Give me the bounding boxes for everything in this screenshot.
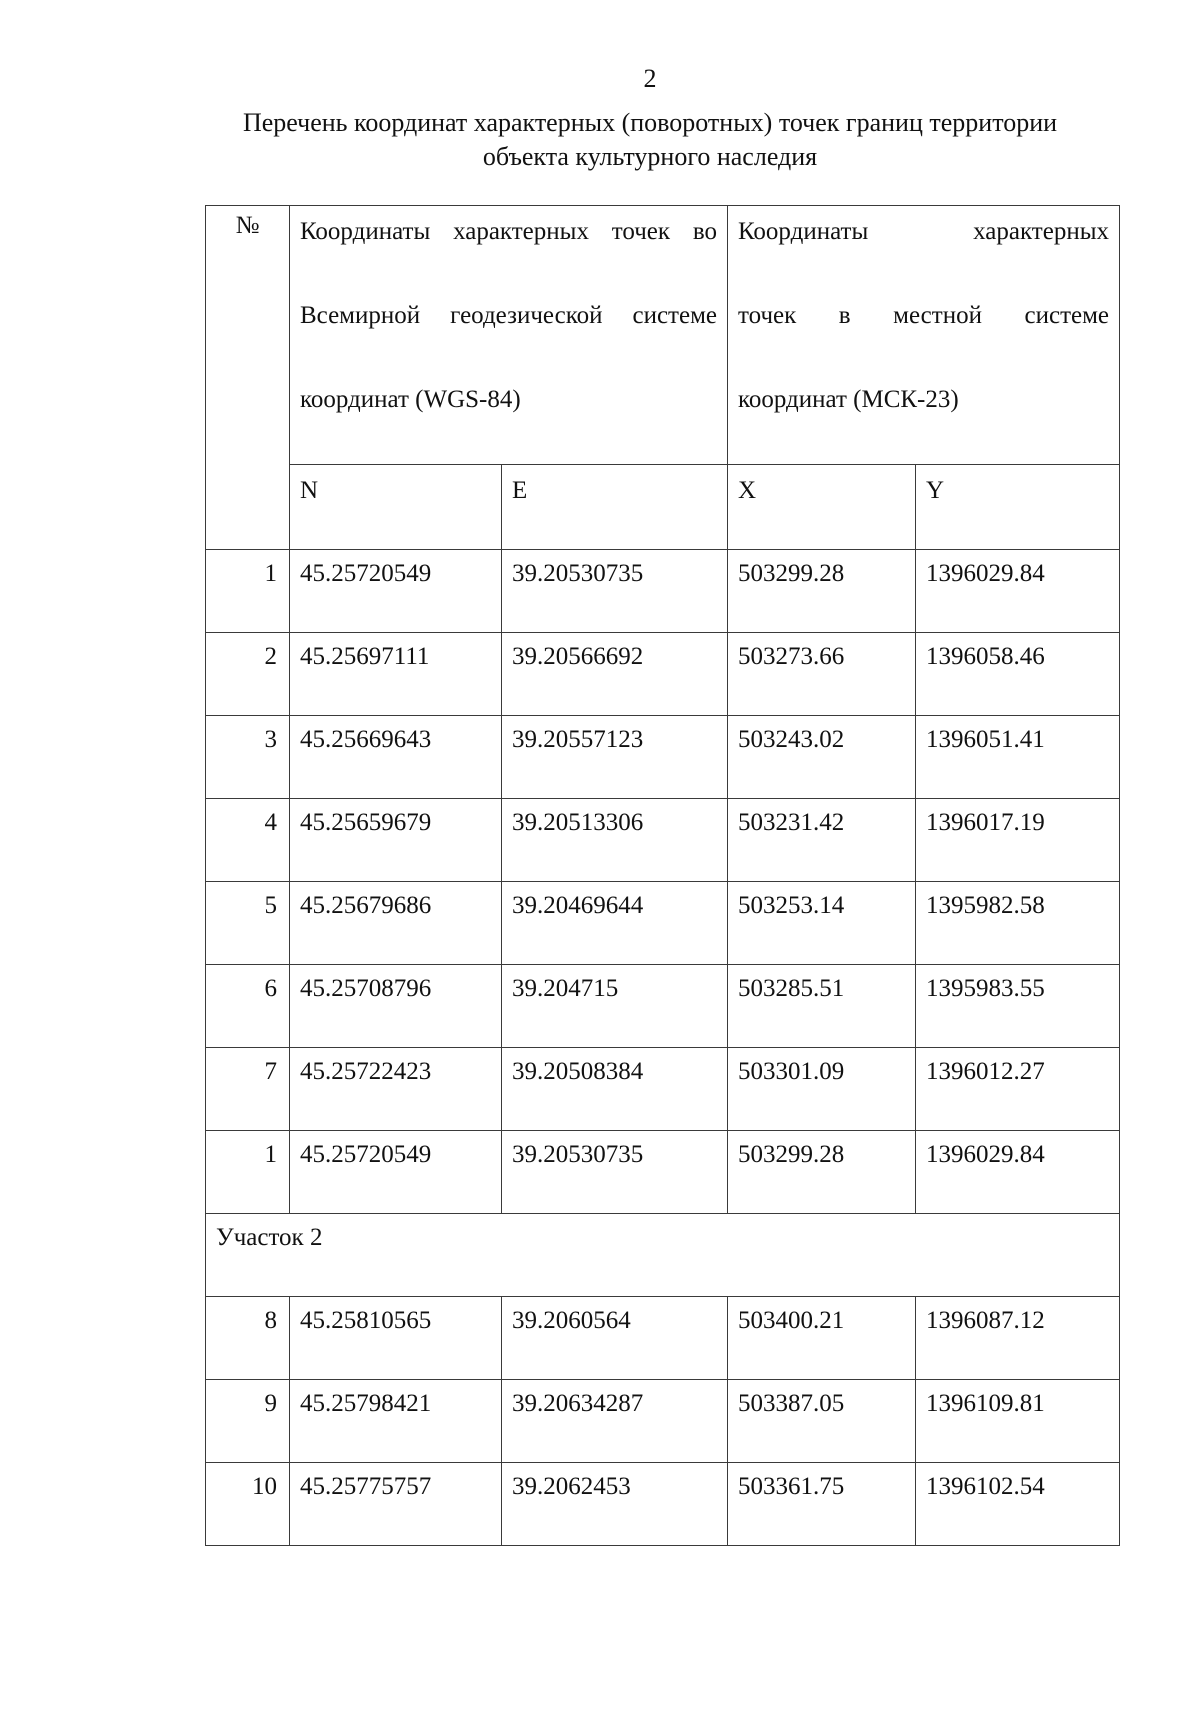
table-row — [206, 1131, 1120, 1214]
cell-y: 1396102.54 — [916, 1463, 1120, 1546]
section-row — [206, 1214, 1120, 1297]
cell-e: 39.20530735 — [502, 550, 728, 633]
cell-n: 45.25669643 — [290, 716, 502, 799]
cell-e: 39.20566692 — [502, 633, 728, 716]
cell-number: 1 — [206, 1131, 290, 1214]
cell-number: 6 — [206, 965, 290, 1048]
cell-n: 45.25775757 — [290, 1463, 502, 1546]
header-subrow — [206, 465, 1120, 550]
cell-y: 1395982.58 — [916, 882, 1120, 965]
header-wgs-group — [290, 206, 728, 465]
header-msk-line-2: точек в местной системе — [738, 302, 1110, 329]
cell-y: 1395983.55 — [916, 965, 1120, 1048]
cell-e: 39.20508384 — [502, 1048, 728, 1131]
cell-number: 8 — [206, 1297, 290, 1380]
cell-number: 7 — [206, 1048, 290, 1131]
section-label: Участок 2 — [206, 1214, 1120, 1297]
document-title — [190, 106, 1110, 174]
table-row — [206, 550, 1120, 633]
cell-e: 39.20634287 — [502, 1380, 728, 1463]
header-col-y: Y — [916, 465, 1120, 550]
cell-number: 1 — [206, 550, 290, 633]
cell-number: 5 — [206, 882, 290, 965]
header-msk-line-1: Координаты характерных — [738, 218, 1110, 245]
table-row — [206, 633, 1120, 716]
cell-x: 503231.42 — [728, 799, 916, 882]
cell-x: 503253.14 — [728, 882, 916, 965]
table-row — [206, 965, 1120, 1048]
cell-x: 503361.75 — [728, 1463, 916, 1546]
cell-e: 39.2062453 — [502, 1463, 728, 1546]
header-wgs-line-2: Всемирной геодезической системе — [300, 302, 717, 329]
cell-e: 39.2060564 — [502, 1297, 728, 1380]
cell-x: 503299.28 — [728, 1131, 916, 1214]
page-number: 2 — [643, 64, 657, 93]
cell-x: 503243.02 — [728, 716, 916, 799]
table-row — [206, 1048, 1120, 1131]
cell-y: 1396029.84 — [916, 550, 1120, 633]
header-row — [206, 206, 1120, 465]
table-row — [206, 882, 1120, 965]
cell-n: 45.25722423 — [290, 1048, 502, 1131]
cell-n: 45.25708796 — [290, 965, 502, 1048]
cell-e: 39.20513306 — [502, 799, 728, 882]
cell-number: 3 — [206, 716, 290, 799]
cell-y: 1396058.46 — [916, 633, 1120, 716]
header-col-e: E — [502, 465, 728, 550]
header-wgs-line-1: Координаты характерных точек во — [300, 218, 717, 245]
cell-n: 45.25659679 — [290, 799, 502, 882]
cell-x: 503400.21 — [728, 1297, 916, 1380]
cell-e: 39.20530735 — [502, 1131, 728, 1214]
cell-x: 503285.51 — [728, 965, 916, 1048]
cell-x: 503273.66 — [728, 633, 916, 716]
header-msk-line-3: координат (МСК-23) — [738, 386, 959, 413]
cell-e: 39.20469644 — [502, 882, 728, 965]
header-col-x: X — [728, 465, 916, 550]
cell-number: 2 — [206, 633, 290, 716]
cell-y: 1396051.41 — [916, 716, 1120, 799]
cell-e: 39.20557123 — [502, 716, 728, 799]
cell-number: 4 — [206, 799, 290, 882]
table-row — [206, 799, 1120, 882]
cell-x: 503387.05 — [728, 1380, 916, 1463]
cell-y: 1396087.12 — [916, 1297, 1120, 1380]
cell-y: 1396109.81 — [916, 1380, 1120, 1463]
cell-n: 45.25798421 — [290, 1380, 502, 1463]
cell-e: 39.204715 — [502, 965, 728, 1048]
table-row — [206, 1463, 1120, 1546]
header-wgs-line-3: координат (WGS-84) — [300, 386, 521, 413]
cell-y: 1396017.19 — [916, 799, 1120, 882]
cell-x: 503301.09 — [728, 1048, 916, 1131]
cell-n: 45.25697111 — [290, 633, 502, 716]
header-col-n: N — [290, 465, 502, 550]
cell-number: 9 — [206, 1380, 290, 1463]
coordinates-table — [205, 205, 1120, 1546]
title-line-1: Перечень координат характерных (поворотных) точек границ территории — [242, 108, 1058, 137]
table-row — [206, 716, 1120, 799]
cell-n: 45.25679686 — [290, 882, 502, 965]
table-row — [206, 1380, 1120, 1463]
title-line-2: объекта культурного наследия — [482, 142, 818, 171]
cell-y: 1396012.27 — [916, 1048, 1120, 1131]
cell-y: 1396029.84 — [916, 1131, 1120, 1214]
cell-n: 45.25720549 — [290, 550, 502, 633]
header-number: № — [206, 206, 290, 550]
cell-n: 45.25810565 — [290, 1297, 502, 1380]
cell-number: 10 — [206, 1463, 290, 1546]
header-msk-group — [728, 206, 1120, 465]
cell-n: 45.25720549 — [290, 1131, 502, 1214]
table-row — [206, 1297, 1120, 1380]
cell-x: 503299.28 — [728, 550, 916, 633]
